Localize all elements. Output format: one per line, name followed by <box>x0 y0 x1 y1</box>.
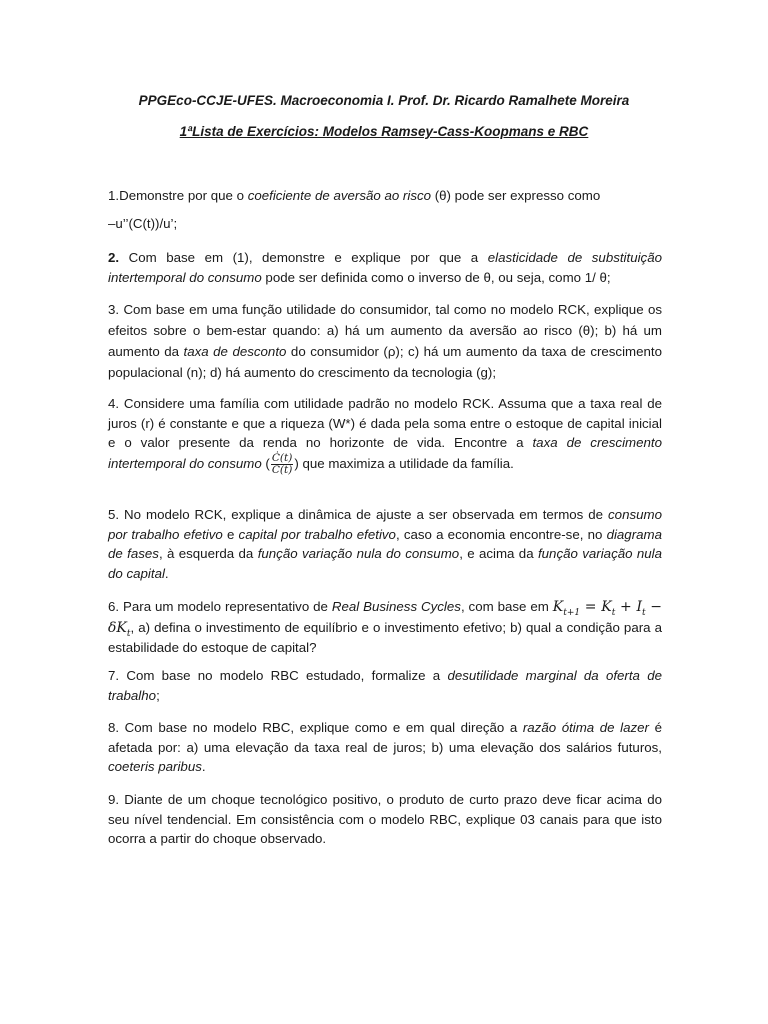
question-1-formula: –u’’(C(t))/u’; <box>108 216 178 231</box>
course-header: PPGEco-CCJE-UFES. Macroeconomia I. Prof. Dr. Ricardo Ramalhete Moreira <box>138 93 630 108</box>
question-2: 2. Com base em (1), demonstre e explique por que a elasticidade de substituição intertemporal do consumo pode ser definida como o inverso de θ, ou seja, como 1/ θ; <box>108 250 662 285</box>
question-9: 9. Diante de um choque tecnológico positivo, o produto de curto prazo deve ficar acima do seu nível tendencial. Em consistência com o modelo RBC, explique 03 canais para que isto ocorra a partir do choque observado. <box>108 792 662 846</box>
q4-fraction-numerator: Ċ(t) <box>271 451 293 464</box>
q6-term-rbc: Real Business Cycles <box>331 599 461 614</box>
q2-term-elasticity: elasticidade de substituição intertemporal do consumo <box>108 250 662 285</box>
question-5: 5. No modelo RCK, explique a dinâmica de ajuste a ser observada em termos de consumo por trabalho efetivo e capital por trabalho efetivo, caso a economia encontre-se, no diagrama de fases, à esquerda da função variação nula do consumo, e acima da função variação nula do capital. <box>108 507 663 581</box>
q3-term-discount-rate: taxa de desconto <box>183 344 287 359</box>
q4-fraction <box>271 453 293 476</box>
q4-fraction-denominator: C(t) <box>271 463 293 476</box>
question-8: 8. Com base no modelo RBC, explique como e em qual direção a razão ótima de lazer é afetada por: a) uma elevação da taxa real de juros; b) uma elevação dos salários futuros, coeteris paribus. <box>108 720 662 774</box>
question-4: 4. Considere uma família com utilidade padrão no modelo RCK. Assuma que a taxa real de juros (r) é constante e que a riqueza (W*) é dada pela soma entre o estoque de capital inicial e o valor presente da renda no horizonte de vida. Encontre a taxa de crescimento intertemporal do consumo ( $\frac{Ċ(t)}{C(t)}$ ) que maximiza a utilidade da família. <box>108 396 662 476</box>
question-7: 7. Com base no modelo RBC estudado, formalize a desutilidade marginal da oferta de trabalho; <box>108 668 662 703</box>
q7-term-disutility: desutilidade marginal da oferta de trabalho <box>108 668 662 703</box>
exercise-list-title: 1ªLista de Exercícios: Modelos Ramsey-Cass-Koopmans e RBC <box>179 124 589 139</box>
question-6: 6. Para um modelo representativo de Real Business Cycles, com base em $K_{t+1} = K_t + I_t - \delta K_t$, a) defina o investimento de equilíbrio e o investimento efetivo; b) qual a condição para a estabilidade do estoque de capital? <box>108 599 663 655</box>
question-3: 3. Com base em uma função utilidade do consumidor, tal como no modelo RCK, explique os efeitos sobre o bem-estar quando: a) há um aumento da aversão ao risco (θ); b) há um aumento da taxa de desconto do consumidor (ρ); c) há um aumento da taxa de crescimento populacional (n); d) há aumento do crescimento da tecnologia (g); <box>108 302 662 380</box>
q6-capital-equation: $K_{t+1} = K_t + I_t - \delta K_t$ <box>108 599 663 639</box>
q8-term-leisure-ratio: razão ótima de lazer <box>522 720 649 735</box>
question-1: 1.Demonstre por que o coeficiente de aversão ao risco (θ) pode ser expresso como <box>108 188 601 203</box>
q8-term-ceteris-paribus: coeteris paribus <box>108 759 202 774</box>
q4-term-growth-rate: taxa de crescimento intertemporal do consumo <box>108 435 662 471</box>
q1-term-risk-aversion: coeficiente de aversão ao risco <box>247 188 432 203</box>
